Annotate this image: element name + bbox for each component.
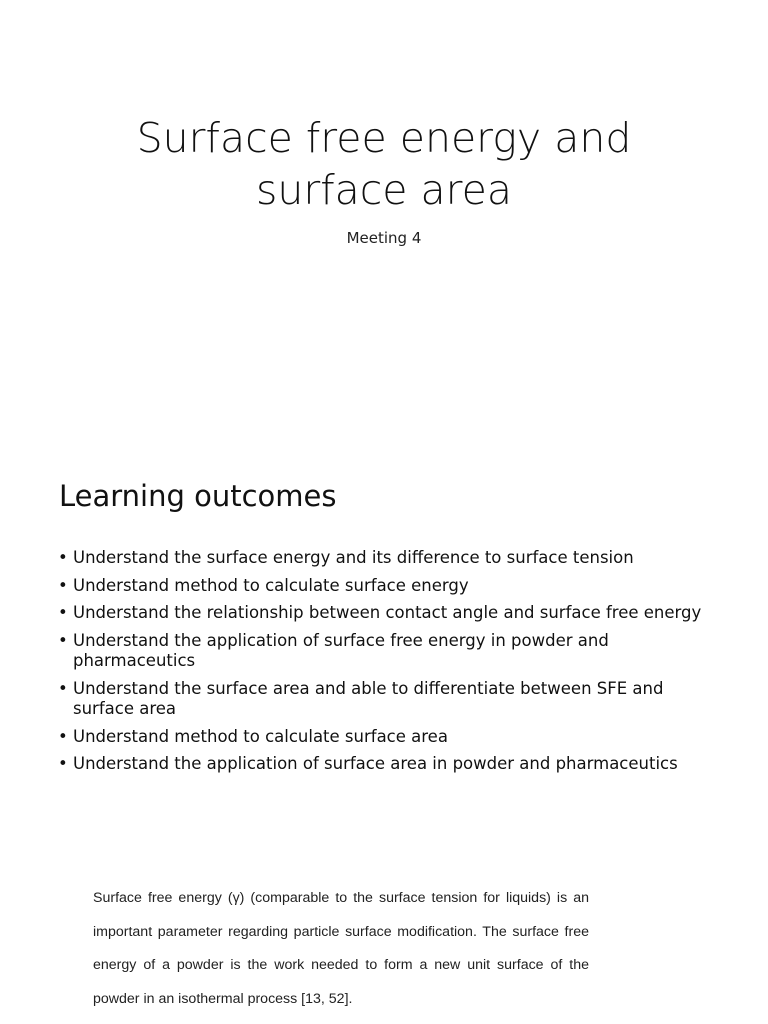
bullet-dot: •: [58, 548, 68, 567]
outcome-item: [58, 576, 708, 597]
outcomes-list: [58, 548, 708, 782]
outcome-item: [58, 548, 708, 569]
text-excerpt: [0, 862, 768, 1024]
learning-outcomes-slide: [0, 432, 768, 862]
bullet-dot: •: [58, 754, 68, 773]
outcome-item: [58, 603, 708, 624]
slide-subtitle: Meeting 4: [346, 229, 422, 247]
bullet-dot: •: [58, 603, 68, 622]
outcome-item: [58, 631, 708, 672]
outcome-text: Understand method to calculate surface energy: [73, 575, 469, 595]
outcome-text: Understand the surface area and able to differentiate between SFE and surface area: [73, 678, 664, 718]
slide-title: [0, 112, 768, 216]
outcome-text: Understand the relationship between contact angle and surface free energy: [73, 603, 702, 622]
title-slide: [0, 0, 768, 432]
outcome-text: Understand the application of surface free energy in powder and pharmaceutics: [73, 630, 609, 670]
outcome-item: [58, 754, 708, 775]
outcome-text: Understand method to calculate surface area: [73, 726, 448, 746]
outcome-text: Understand the application of surface area in powder and pharmaceutics: [73, 754, 678, 773]
slide-title-line-2: surface area: [256, 166, 512, 214]
excerpt-paragraph: Surface free energy (γ) (comparable to the surface tension for liquids) is an important parameter regarding particle surface modification. The surface free energy of a powder is the work needed to form a new unit surface of the powder in an isothermal process [13, 52].: [93, 890, 589, 1007]
outcome-item: [58, 679, 708, 720]
bullet-dot: •: [58, 678, 68, 698]
bullet-dot: •: [58, 630, 68, 650]
slide-title-line-1: Surface free energy and: [136, 114, 632, 162]
outcome-item: [58, 727, 708, 748]
bullet-dot: •: [58, 726, 68, 746]
bullet-dot: •: [58, 575, 68, 595]
slide-heading: Learning outcomes: [59, 479, 337, 513]
outcome-text: Understand the surface energy and its difference to surface tension: [73, 548, 634, 567]
